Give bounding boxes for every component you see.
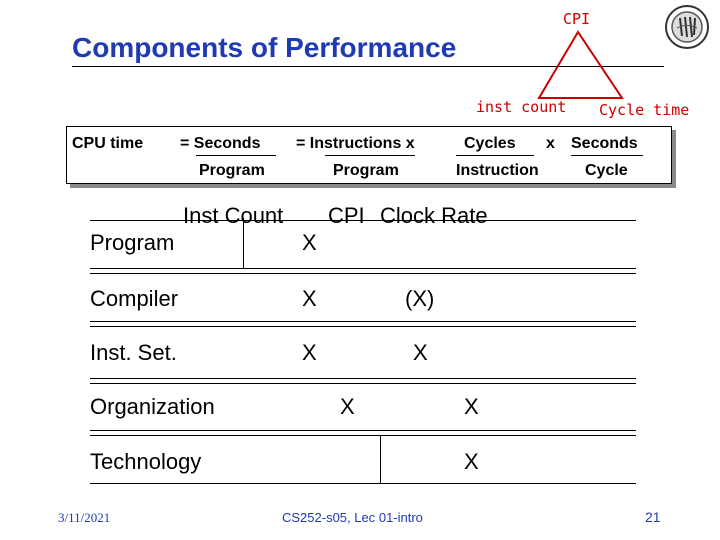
cell-organization-clock-rate: X bbox=[464, 394, 479, 419]
triangle-label-cycle-time: Cycle time bbox=[599, 101, 690, 119]
cell-instset-inst-count: X bbox=[302, 340, 317, 365]
seconds-numerator-2: Seconds bbox=[571, 135, 638, 152]
performance-triangle bbox=[480, 20, 640, 110]
table-rule bbox=[90, 430, 636, 431]
times-sign: x bbox=[546, 135, 555, 152]
cycle-denominator: Cycle bbox=[585, 162, 628, 179]
triangle-label-cpi: CPI bbox=[563, 10, 591, 28]
table-rule bbox=[90, 483, 636, 484]
table-rule bbox=[90, 383, 636, 384]
table-divider bbox=[380, 435, 381, 483]
cell-instset-cpi: X bbox=[413, 340, 428, 365]
cell-compiler-inst-count: X bbox=[302, 286, 317, 311]
table-rule bbox=[90, 321, 636, 322]
cycles-numerator: Cycles bbox=[464, 135, 516, 152]
fraction-bar bbox=[456, 155, 534, 156]
row-label-inst-set: Inst. Set. bbox=[90, 340, 177, 365]
triangle-label-inst-count: inst count bbox=[476, 98, 567, 116]
program-denominator-2: Program bbox=[333, 162, 399, 179]
cell-technology-clock-rate: X bbox=[464, 449, 479, 474]
slide-title: Components of Performance bbox=[72, 32, 457, 63]
row-label-program: Program bbox=[90, 230, 175, 255]
instruction-denominator: Instruction bbox=[456, 162, 539, 179]
row-label-technology: Technology bbox=[90, 449, 202, 474]
university-seal-icon bbox=[664, 4, 710, 50]
table-rule bbox=[90, 273, 636, 274]
header-inst-count: Inst Count bbox=[183, 203, 284, 228]
cell-compiler-cpi: (X) bbox=[405, 286, 435, 311]
row-label-compiler: Compiler bbox=[90, 286, 179, 311]
footer-course: CS252-s05, Lec 01-intro bbox=[282, 510, 423, 525]
fraction-bar bbox=[325, 155, 415, 156]
footer-date: 3/11/2021 bbox=[58, 510, 111, 525]
fraction-bar bbox=[571, 155, 643, 156]
cell-program-inst-count: X bbox=[302, 230, 317, 255]
table-rule bbox=[90, 326, 636, 327]
fraction-bar bbox=[196, 155, 276, 156]
cell-organization-cpi: X bbox=[340, 394, 355, 419]
instructions-numerator: = Instructions x bbox=[296, 135, 415, 152]
program-denominator-1: Program bbox=[199, 162, 265, 179]
header-clock-rate: Clock Rate bbox=[380, 203, 488, 228]
cpu-time-label: CPU time bbox=[72, 135, 144, 152]
header-cpi: CPI bbox=[328, 203, 365, 228]
table-rule bbox=[90, 268, 636, 269]
table-rule bbox=[90, 435, 636, 436]
seconds-numerator: = Seconds bbox=[180, 135, 261, 152]
table-rule bbox=[90, 378, 636, 379]
row-label-organization: Organization bbox=[90, 394, 215, 419]
page-number: 21 bbox=[645, 509, 661, 525]
